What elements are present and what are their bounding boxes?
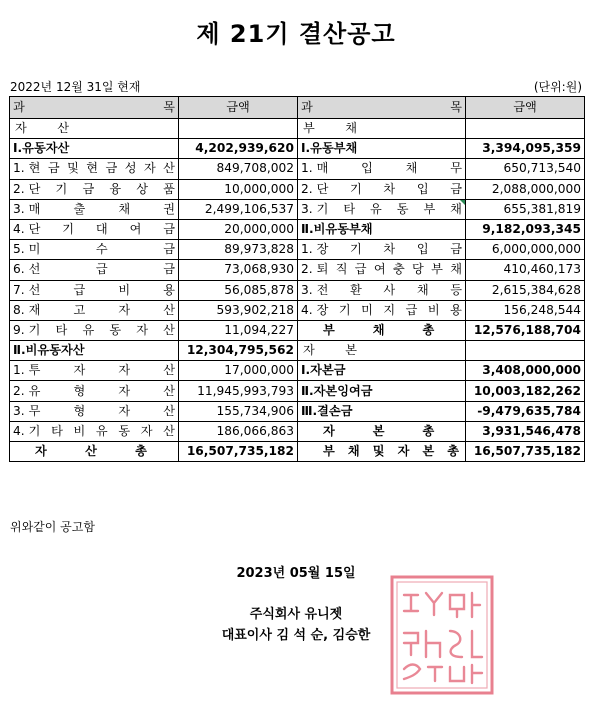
left-account-name: Ⅰ.유동자산	[10, 139, 179, 159]
table-row	[10, 320, 585, 340]
table-row	[10, 341, 585, 361]
table-row	[10, 219, 585, 239]
right-amount: 2,615,384,628	[466, 280, 585, 300]
right-amount: 2,088,000,000	[466, 179, 585, 199]
right-amount: 3,394,095,359	[466, 139, 585, 159]
right-total-label: 부 채 총	[298, 320, 466, 340]
left-amount: 155,734,906	[179, 401, 298, 421]
left-amount: 2,499,106,537	[179, 199, 298, 219]
left-account-name: Ⅱ.비유동자산	[10, 341, 179, 361]
left-amount: 186,066,863	[179, 421, 298, 441]
right-account-name: 2. 단 기 차 입 금	[298, 179, 466, 199]
left-amount: 12,304,795,562	[179, 341, 298, 361]
left-account-name: 2. 단 기 금 융 상 품	[10, 179, 179, 199]
table-row	[10, 442, 585, 462]
table-row	[10, 199, 585, 219]
right-amount: 12,576,188,704	[466, 320, 585, 340]
right-account-name: 2. 퇴 직 급 여 충 당 부 채	[298, 260, 466, 280]
right-account-name: 1. 장 기 차 입 금	[298, 240, 466, 260]
left-account-name: 8. 재 고 자 산	[10, 300, 179, 320]
right-account-name: Ⅰ.유동부채	[298, 139, 466, 159]
table-row	[10, 421, 585, 441]
table-row	[10, 381, 585, 401]
left-account-name: 4. 단 기 대 여 금	[10, 219, 179, 239]
right-amount: 3,408,000,000	[466, 361, 585, 381]
representatives: 대표이사 김 석 순, 김승한	[221, 628, 371, 643]
right-amount: 16,507,735,182	[466, 442, 585, 462]
left-account-name: 3. 무 형 자 산	[10, 401, 179, 421]
left-section-label: 자 산	[10, 119, 179, 139]
left-account-name: 1. 현 금 및 현 금 성 자 산	[10, 159, 179, 179]
company-seal-icon	[388, 573, 496, 697]
table-header-row	[10, 97, 585, 119]
table-row	[10, 159, 585, 179]
right-amount: 156,248,544	[466, 300, 585, 320]
company-name: 주식회사 유니젯	[249, 607, 343, 622]
right-amount: -9,479,635,784	[466, 401, 585, 421]
left-amount: 73,068,930	[179, 260, 298, 280]
header-amount-left: 금액	[179, 97, 298, 119]
right-account-name: 3. 전 환 사 채 등	[298, 280, 466, 300]
right-amount: 410,460,173	[466, 260, 585, 280]
right-amount: 655,381,819	[466, 199, 585, 219]
left-amount: 4,202,939,620	[179, 139, 298, 159]
right-section-label: 부 채	[298, 119, 466, 139]
left-account-name: 6. 선 급 금	[10, 260, 179, 280]
as-of-date: 2022년 12월 31일 현재	[10, 80, 141, 94]
right-amount: 9,182,093,345	[466, 219, 585, 239]
left-account-name: 1. 투 자 자 산	[10, 361, 179, 381]
page-title: 제 21기 결산공고	[196, 20, 396, 48]
right-amount	[466, 119, 585, 139]
right-section-label: 자 본	[298, 341, 466, 361]
balance-sheet-table	[9, 96, 585, 462]
left-amount: 11,945,993,793	[179, 381, 298, 401]
left-account-name: 5. 미 수 금	[10, 240, 179, 260]
left-amount	[179, 119, 298, 139]
left-total-label: 자 산 총	[10, 442, 179, 462]
signature-block	[0, 604, 592, 646]
right-total-label: 부 채 및 자 본 총	[298, 442, 466, 462]
right-account-name: 1. 매 입 채 무	[298, 159, 466, 179]
header-account-right: 과 목	[298, 97, 466, 119]
right-account-name: 3. 기 타 유 동 부 채	[298, 199, 466, 219]
left-amount: 20,000,000	[179, 219, 298, 239]
table-row	[10, 179, 585, 199]
left-amount: 56,085,878	[179, 280, 298, 300]
table-row	[10, 260, 585, 280]
left-account-name: 2. 유 형 자 산	[10, 381, 179, 401]
left-amount: 593,902,218	[179, 300, 298, 320]
right-amount: 6,000,000,000	[466, 240, 585, 260]
left-amount: 89,973,828	[179, 240, 298, 260]
table-row	[10, 361, 585, 381]
left-account-name: 7. 선 급 비 용	[10, 280, 179, 300]
left-account-name: 9. 기 타 유 동 자 산	[10, 320, 179, 340]
right-amount: 10,003,182,262	[466, 381, 585, 401]
right-account-name: Ⅱ.비유동부채	[298, 219, 466, 239]
announcement-date: 2023년 05월 15일	[236, 566, 356, 581]
unit-label: (단위:원)	[533, 80, 582, 94]
right-account-name: Ⅰ.자본금	[298, 361, 466, 381]
header-account-left: 과 목	[10, 97, 179, 119]
table-row	[10, 240, 585, 260]
table-row	[10, 280, 585, 300]
table-row	[10, 119, 585, 139]
left-amount: 849,708,002	[179, 159, 298, 179]
table-row	[10, 401, 585, 421]
left-account-name: 3. 매 출 채 권	[10, 199, 179, 219]
table-row	[10, 139, 585, 159]
left-amount: 11,094,227	[179, 320, 298, 340]
right-account-name: Ⅲ.결손금	[298, 401, 466, 421]
right-account-name: Ⅱ.자본잉여금	[298, 381, 466, 401]
right-amount: 650,713,540	[466, 159, 585, 179]
right-account-name: 4. 장 기 미 지 급 비 용	[298, 300, 466, 320]
right-amount	[466, 341, 585, 361]
announcement-note: 위와같이 공고함	[10, 520, 95, 534]
header-amount-right: 금액	[466, 97, 585, 119]
left-amount: 10,000,000	[179, 179, 298, 199]
left-amount: 16,507,735,182	[179, 442, 298, 462]
right-amount: 3,931,546,478	[466, 421, 585, 441]
left-amount: 17,000,000	[179, 361, 298, 381]
left-account-name: 4. 기 타 비 유 동 자 산	[10, 421, 179, 441]
cell-comment-marker-icon	[460, 200, 465, 205]
right-total-label: 자 본 총	[298, 421, 466, 441]
table-row	[10, 300, 585, 320]
